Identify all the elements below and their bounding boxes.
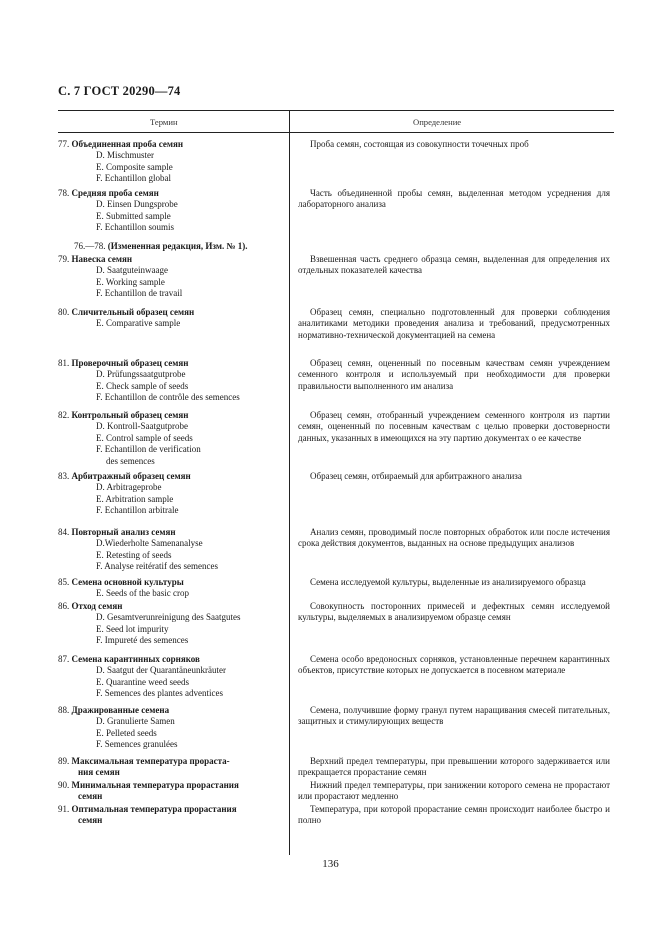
term-entry bbox=[58, 780, 284, 803]
term-translation: E. Control sample of seeds bbox=[96, 432, 193, 443]
term-entry bbox=[58, 705, 284, 751]
term-title bbox=[58, 654, 284, 665]
term-number: 88. bbox=[58, 705, 70, 715]
term-translation: F. Echantillon arbitrale bbox=[96, 505, 179, 516]
term-name: Повторный анализ семян bbox=[71, 527, 176, 537]
definition-text: Образец семян, специально подготовленный для проверки соблюдения аналитиками методики проведения анализа и требований, предусмотренных нормативно-технической документацией на семена bbox=[298, 307, 610, 340]
definition-text: Образец семян, отбираемый для арбитражного анализа bbox=[310, 471, 522, 481]
term-translation: E. Submitted sample bbox=[96, 210, 171, 221]
term-name: Навеска семян bbox=[71, 254, 133, 264]
term-translation: F. Echantillon de verification bbox=[96, 444, 201, 455]
term-translation: E. Composite sample bbox=[96, 161, 173, 172]
term-number: 80. bbox=[58, 307, 70, 317]
term-entry bbox=[58, 527, 284, 573]
term-translation: D. Saatguteinwaage bbox=[96, 265, 168, 276]
term-name: Арбитражный образец семян bbox=[71, 471, 191, 481]
term-title bbox=[58, 188, 284, 199]
definition-entry bbox=[298, 188, 610, 211]
definition-text: Семена исследуемой культуры, выделенные из анализируемого образца bbox=[310, 577, 586, 587]
column-header-term: Термин bbox=[150, 117, 178, 127]
term-translation: D. Einsen Dungsprobe bbox=[96, 199, 178, 210]
term-number: 77. bbox=[58, 139, 70, 149]
term-title bbox=[58, 601, 284, 612]
term-translation: D. Granulierte Samen bbox=[96, 716, 175, 727]
table-header-rule bbox=[58, 132, 614, 133]
definition-entry bbox=[298, 307, 610, 341]
term-title bbox=[58, 780, 284, 803]
term-name-continued: семян bbox=[78, 791, 103, 802]
definition-text: Температура, при которой прорастание семян происходит наиболее быстро и полно bbox=[298, 804, 610, 826]
term-number: 91. bbox=[58, 804, 70, 814]
term-number: 78. bbox=[58, 188, 70, 198]
term-translation: D.Wiederholte Samenanalyse bbox=[96, 538, 203, 549]
term-title bbox=[58, 254, 284, 265]
term-entry bbox=[58, 358, 284, 404]
definition-entry bbox=[298, 410, 610, 444]
definition-text: Семена особо вредоносных сорняков, установленные перечнем карантинных объектов, присутствие которых не допускается в посевном материале bbox=[298, 654, 610, 676]
definition-text: Анализ семян, проводимый после повторных обработок или после истечения срока действия документов, выданных на основе предыдущих анализов bbox=[298, 527, 610, 549]
term-number: 79. bbox=[58, 254, 70, 264]
term-number: 82. bbox=[58, 410, 70, 420]
definition-text: Образец семян, оцененный по посевным качествам семян учреждением семенного контроля и используемый при необходимости для проверки правильности выполненного им анализа bbox=[298, 358, 610, 391]
term-name: Семена карантинных сорняков bbox=[71, 654, 200, 664]
term-entry bbox=[58, 254, 284, 300]
page-number: 136 bbox=[322, 858, 339, 870]
term-title bbox=[58, 705, 284, 716]
term-entry bbox=[58, 804, 284, 827]
column-divider bbox=[289, 110, 290, 855]
term-translation: E. Arbitration sample bbox=[96, 493, 174, 504]
definition-text: Нижний предел температуры, при занижении которого семена не прорастают или прорастают медленно bbox=[298, 780, 610, 802]
definition-text: Образец семян, отобранный учреждением семенного контроля из партии семян, оцененный по посевным качествам с целью проверки достоверности данных, указанных в имеющихся на эту партию документах о ее качестве bbox=[298, 410, 610, 443]
term-name: Семена основной культуры bbox=[71, 577, 184, 587]
definition-entry bbox=[298, 780, 610, 803]
term-entry bbox=[58, 756, 284, 779]
definition-entry bbox=[298, 601, 610, 624]
term-number: 81. bbox=[58, 358, 70, 368]
terms-table bbox=[58, 110, 614, 855]
term-number: 87. bbox=[58, 654, 70, 664]
term-translation: F. Echantillon de contrôle des semences bbox=[96, 392, 240, 403]
definition-entry bbox=[298, 756, 610, 779]
term-name-continued: семян bbox=[78, 815, 103, 826]
term-name: Объединенная проба семян bbox=[71, 139, 184, 149]
term-title bbox=[58, 139, 284, 150]
term-entry bbox=[58, 577, 284, 600]
term-translation: F. Semences granulées bbox=[96, 739, 178, 750]
term-name: Контрольный образец семян bbox=[71, 410, 189, 420]
definition-text: Часть объединенной пробы семян, выделенная методом усреднения для лабораторного анализа bbox=[298, 188, 610, 210]
term-entry bbox=[58, 654, 284, 700]
definition-entry bbox=[298, 804, 610, 827]
term-name: Проверочный образец семян bbox=[71, 358, 189, 368]
term-entry bbox=[58, 307, 284, 330]
term-translation: E. Seed lot impurity bbox=[96, 623, 169, 634]
term-number: 89. bbox=[58, 756, 70, 766]
term-translation: E. Seeds of the basic crop bbox=[96, 588, 189, 599]
amendment-text: (Измененная редакция, Изм. № 1). bbox=[107, 241, 248, 251]
term-title bbox=[58, 410, 284, 421]
term-number: 90. bbox=[58, 780, 70, 790]
term-entry bbox=[58, 471, 284, 517]
definition-entry bbox=[298, 471, 610, 482]
term-translation: F. Semences des plantes adventices bbox=[96, 688, 223, 699]
term-translation: des semences bbox=[106, 455, 155, 466]
definition-text: Проба семян, состоящая из совокупности точечных проб bbox=[310, 139, 529, 149]
definition-text: Взвешенная часть среднего образца семян, выделенная для определения их отдельных показателей качества bbox=[298, 254, 610, 276]
term-translation: D. Mischmuster bbox=[96, 150, 154, 161]
term-translation: E. Quarantine weed seeds bbox=[96, 676, 189, 687]
term-translation: D. Prüfungssaatgutprobe bbox=[96, 369, 186, 380]
term-name: Дражированные семена bbox=[71, 705, 170, 715]
term-translation: E. Working sample bbox=[96, 276, 165, 287]
page-header: С. 7 ГОСТ 20290—74 bbox=[58, 84, 181, 98]
term-name: Оптимальная температура прорастания bbox=[71, 804, 237, 814]
term-entry bbox=[58, 139, 284, 185]
definition-entry bbox=[298, 705, 610, 728]
amendment-range: 76.—78. bbox=[74, 241, 106, 251]
term-title bbox=[58, 577, 284, 588]
term-translation: D. Kontroll-Saatgutprobe bbox=[96, 421, 188, 432]
term-translation: D. Arbitrageprobe bbox=[96, 482, 162, 493]
term-name: Максимальная температура прораста- bbox=[71, 756, 230, 766]
term-title bbox=[58, 471, 284, 482]
term-entry bbox=[58, 601, 284, 647]
term-translation: E. Pelleted seeds bbox=[96, 727, 157, 738]
term-entry bbox=[58, 188, 284, 234]
definition-text: Верхний предел температуры, при превышении которого задерживается или прекращается прорастание семян bbox=[298, 756, 610, 778]
term-title bbox=[58, 358, 284, 369]
term-number: 85. bbox=[58, 577, 70, 587]
definition-text: Совокупность посторонних примесей и дефектных семян исследуемой культуры, выделяемых в анализируемом образце семян bbox=[298, 601, 610, 623]
term-title bbox=[58, 756, 284, 779]
term-title bbox=[58, 527, 284, 538]
term-translation: D. Gesamtverunreinigung des Saatgutes bbox=[96, 612, 241, 623]
table-top-rule bbox=[58, 110, 614, 111]
definition-entry bbox=[298, 654, 610, 677]
term-title bbox=[58, 804, 284, 827]
term-number: 86. bbox=[58, 601, 70, 611]
term-name: Средняя проба семян bbox=[71, 188, 159, 198]
term-translation: F. Echantillon global bbox=[96, 173, 172, 184]
definition-entry bbox=[298, 254, 610, 277]
term-translation: E. Retesting of seeds bbox=[96, 549, 172, 560]
term-translation: D. Saatgut der Quarantäneunkräuter bbox=[96, 665, 226, 676]
column-header-definition: Определение bbox=[413, 117, 462, 127]
term-name-continued: ния семян bbox=[78, 767, 120, 778]
term-name: Минимальная температура прорастания bbox=[71, 780, 239, 790]
amendment-note bbox=[74, 241, 248, 252]
term-name: Отход семян bbox=[71, 601, 123, 611]
term-translation: E. Check sample of seeds bbox=[96, 380, 189, 391]
term-title bbox=[58, 307, 284, 318]
term-translation: F. Echantillon soumis bbox=[96, 222, 175, 233]
term-entry bbox=[58, 410, 284, 467]
term-translation: F. Echantillon de travail bbox=[96, 288, 183, 299]
term-name: Сличительный образец семян bbox=[71, 307, 195, 317]
definition-entry bbox=[298, 577, 610, 588]
definition-entry bbox=[298, 527, 610, 550]
term-number: 83. bbox=[58, 471, 70, 481]
term-translation: F. Analyse reitératif des semences bbox=[96, 561, 218, 572]
definition-text: Семена, получившие форму гранул путем наращивания смесей питательных, защитных и стимулирующих веществ bbox=[298, 705, 610, 727]
definition-entry bbox=[298, 139, 610, 150]
term-translation: F. Impureté des semences bbox=[96, 635, 189, 646]
term-translation: E. Comparative sample bbox=[96, 318, 181, 329]
definition-entry bbox=[298, 358, 610, 392]
term-number: 84. bbox=[58, 527, 70, 537]
